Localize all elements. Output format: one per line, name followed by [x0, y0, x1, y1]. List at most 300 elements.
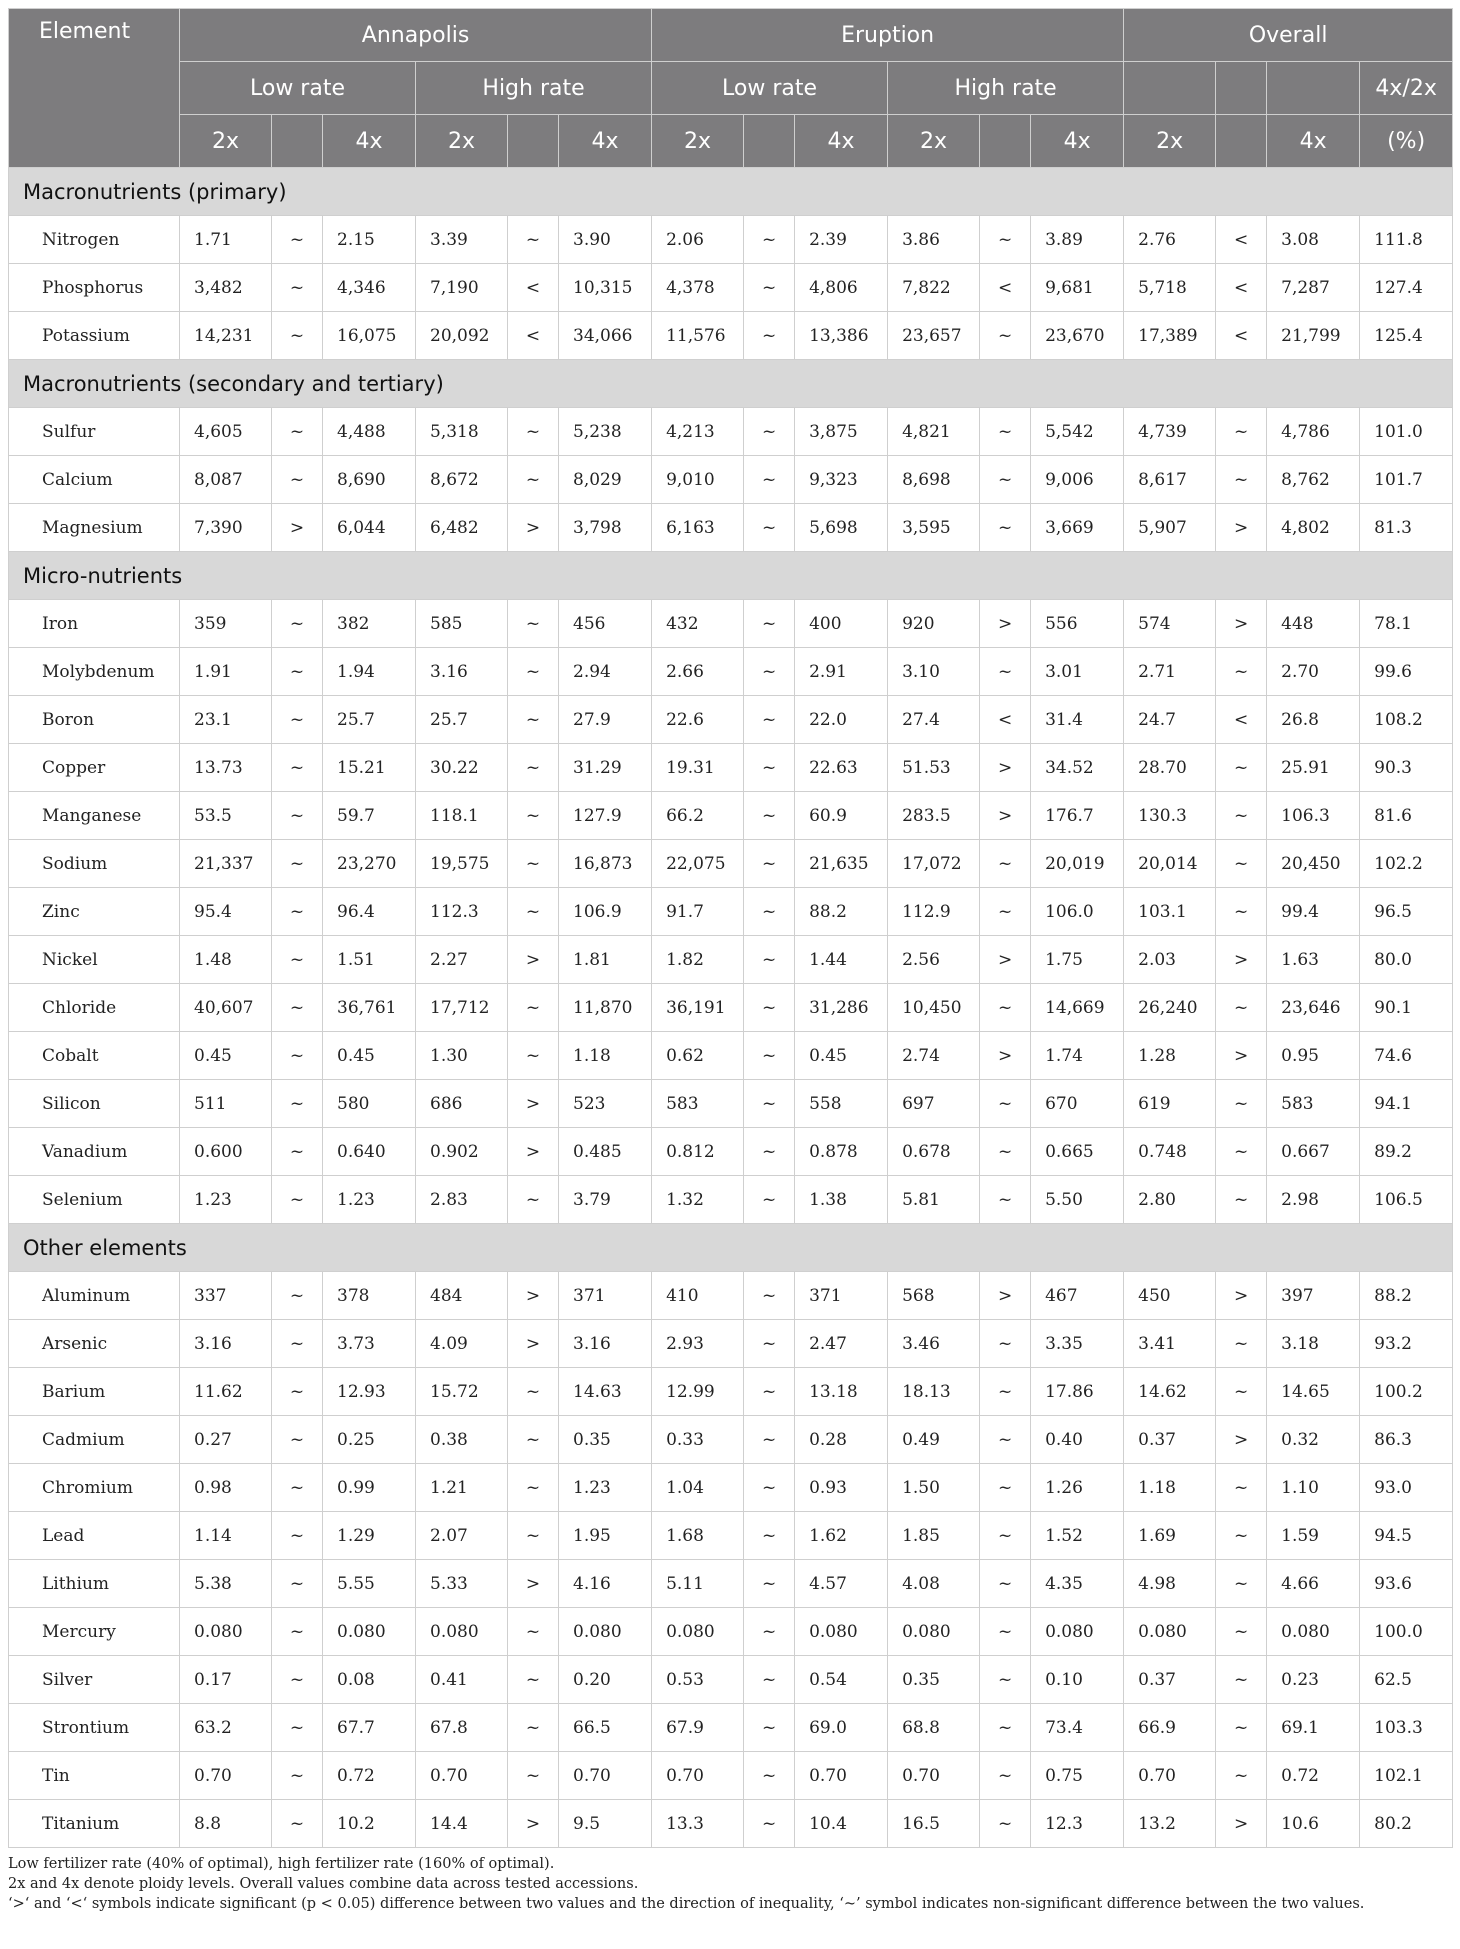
- ratio-cell: 108.2: [1360, 696, 1453, 744]
- value-cell: 580: [323, 1080, 416, 1128]
- value-cell: 0.33: [652, 1416, 744, 1464]
- significance-symbol-cell: ~: [744, 744, 795, 792]
- table-row: [9, 456, 1453, 504]
- significance-symbol-cell: ~: [1216, 744, 1267, 792]
- value-cell: 10.6: [1267, 1800, 1360, 1848]
- value-cell: 619: [1124, 1080, 1216, 1128]
- value-cell: 1.85: [888, 1512, 980, 1560]
- ratio-cell: 93.6: [1360, 1560, 1453, 1608]
- value-cell: 1.14: [180, 1512, 272, 1560]
- table-row: [9, 504, 1453, 552]
- value-cell: 3,669: [1031, 504, 1124, 552]
- value-cell: 0.41: [416, 1656, 508, 1704]
- significance-symbol-cell: ~: [1216, 840, 1267, 888]
- significance-symbol-cell: ~: [1216, 1128, 1267, 1176]
- value-cell: 0.70: [559, 1752, 652, 1800]
- value-cell: 12.3: [1031, 1800, 1124, 1848]
- value-cell: 0.748: [1124, 1128, 1216, 1176]
- significance-symbol-cell: ~: [1216, 1512, 1267, 1560]
- significance-symbol-cell: ~: [1216, 408, 1267, 456]
- value-cell: 1.10: [1267, 1464, 1360, 1512]
- element-name-cell: Silicon: [9, 1080, 180, 1128]
- significance-symbol-cell: <: [1216, 696, 1267, 744]
- value-cell: 337: [180, 1272, 272, 1320]
- value-cell: 15.72: [416, 1368, 508, 1416]
- value-cell: 467: [1031, 1272, 1124, 1320]
- significance-symbol-cell: <: [1216, 264, 1267, 312]
- significance-symbol-cell: ~: [744, 1608, 795, 1656]
- significance-symbol-cell: ~: [508, 456, 559, 504]
- significance-symbol-cell: ~: [744, 1272, 795, 1320]
- significance-symbol-cell: ~: [272, 648, 323, 696]
- value-cell: 13.2: [1124, 1800, 1216, 1848]
- significance-symbol-cell: ~: [744, 1368, 795, 1416]
- ratio-unit-header: (%): [1360, 115, 1453, 168]
- group-header-overall: Overall: [1124, 9, 1453, 62]
- significance-symbol-cell: ~: [980, 456, 1031, 504]
- significance-symbol-cell: ~: [272, 936, 323, 984]
- significance-symbol-cell: ~: [980, 648, 1031, 696]
- significance-symbol-cell: >: [980, 792, 1031, 840]
- value-cell: 484: [416, 1272, 508, 1320]
- value-cell: 3.08: [1267, 216, 1360, 264]
- value-cell: 2.71: [1124, 648, 1216, 696]
- value-cell: 1.95: [559, 1512, 652, 1560]
- value-cell: 0.665: [1031, 1128, 1124, 1176]
- significance-symbol-cell: >: [508, 1272, 559, 1320]
- significance-symbol-cell: >: [508, 1128, 559, 1176]
- value-cell: 18.13: [888, 1368, 980, 1416]
- significance-symbol-cell: ~: [508, 1176, 559, 1224]
- ploidy-header: 4x: [1267, 115, 1360, 168]
- value-cell: 16.5: [888, 1800, 980, 1848]
- element-name-cell: Selenium: [9, 1176, 180, 1224]
- value-cell: 31.29: [559, 744, 652, 792]
- value-cell: 106.0: [1031, 888, 1124, 936]
- value-cell: 400: [795, 600, 888, 648]
- value-cell: 21,635: [795, 840, 888, 888]
- value-cell: 67.8: [416, 1704, 508, 1752]
- significance-symbol-cell: <: [980, 696, 1031, 744]
- significance-symbol-cell: ~: [272, 1656, 323, 1704]
- value-cell: 22.6: [652, 696, 744, 744]
- value-cell: 8,698: [888, 456, 980, 504]
- significance-symbol-cell: ~: [272, 1512, 323, 1560]
- value-cell: 556: [1031, 600, 1124, 648]
- value-cell: 5.38: [180, 1560, 272, 1608]
- ratio-cell: 80.2: [1360, 1800, 1453, 1848]
- element-name-cell: Nickel: [9, 936, 180, 984]
- value-cell: 3.73: [323, 1320, 416, 1368]
- value-cell: 585: [416, 600, 508, 648]
- significance-symbol-cell: ~: [980, 1608, 1031, 1656]
- significance-symbol-cell: ~: [508, 408, 559, 456]
- value-cell: 12.93: [323, 1368, 416, 1416]
- value-cell: 10,315: [559, 264, 652, 312]
- empty-header-cell: [1216, 115, 1267, 168]
- rate-header: High rate: [416, 62, 652, 115]
- value-cell: 4,806: [795, 264, 888, 312]
- significance-symbol-cell: ~: [744, 696, 795, 744]
- value-cell: 9,010: [652, 456, 744, 504]
- value-cell: 22.63: [795, 744, 888, 792]
- empty-header-cell: [1124, 62, 1216, 115]
- significance-symbol-cell: ~: [744, 600, 795, 648]
- value-cell: 0.45: [323, 1032, 416, 1080]
- table-row: [9, 1176, 1453, 1224]
- value-cell: 2.98: [1267, 1176, 1360, 1224]
- value-cell: 8,087: [180, 456, 272, 504]
- value-cell: 4.66: [1267, 1560, 1360, 1608]
- significance-symbol-cell: ~: [744, 936, 795, 984]
- value-cell: 4,213: [652, 408, 744, 456]
- table-row: [9, 792, 1453, 840]
- value-cell: 8,672: [416, 456, 508, 504]
- value-cell: 1.52: [1031, 1512, 1124, 1560]
- value-cell: 34,066: [559, 312, 652, 360]
- value-cell: 4,821: [888, 408, 980, 456]
- value-cell: 10.2: [323, 1800, 416, 1848]
- significance-symbol-cell: ~: [1216, 1656, 1267, 1704]
- significance-symbol-cell: ~: [508, 1464, 559, 1512]
- value-cell: 59.7: [323, 792, 416, 840]
- table-row: [9, 1464, 1453, 1512]
- value-cell: 1.04: [652, 1464, 744, 1512]
- value-cell: 3.16: [180, 1320, 272, 1368]
- significance-symbol-cell: >: [980, 600, 1031, 648]
- value-cell: 21,799: [1267, 312, 1360, 360]
- value-cell: 920: [888, 600, 980, 648]
- ratio-cell: 94.5: [1360, 1512, 1453, 1560]
- value-cell: 25.91: [1267, 744, 1360, 792]
- significance-symbol-cell: ~: [980, 1464, 1031, 1512]
- value-cell: 23,657: [888, 312, 980, 360]
- significance-symbol-cell: ~: [744, 456, 795, 504]
- section-title: Macronutrients (secondary and tertiary): [9, 360, 1453, 408]
- significance-symbol-cell: ~: [272, 1128, 323, 1176]
- value-cell: 1.71: [180, 216, 272, 264]
- value-cell: 30.22: [416, 744, 508, 792]
- table-row: [9, 264, 1453, 312]
- value-cell: 5.55: [323, 1560, 416, 1608]
- ratio-cell: 100.0: [1360, 1608, 1453, 1656]
- element-name-cell: Boron: [9, 696, 180, 744]
- element-name-cell: Titanium: [9, 1800, 180, 1848]
- value-cell: 69.0: [795, 1704, 888, 1752]
- value-cell: 2.94: [559, 648, 652, 696]
- value-cell: 2.39: [795, 216, 888, 264]
- table-row: [9, 696, 1453, 744]
- significance-symbol-cell: ~: [1216, 1464, 1267, 1512]
- significance-symbol-cell: ~: [1216, 1752, 1267, 1800]
- value-cell: 63.2: [180, 1704, 272, 1752]
- value-cell: 127.9: [559, 792, 652, 840]
- value-cell: 670: [1031, 1080, 1124, 1128]
- value-cell: 4,346: [323, 264, 416, 312]
- value-cell: 583: [1267, 1080, 1360, 1128]
- significance-symbol-cell: ~: [1216, 456, 1267, 504]
- value-cell: 13.18: [795, 1368, 888, 1416]
- element-name-cell: Zinc: [9, 888, 180, 936]
- section-header-row: [9, 1224, 1453, 1272]
- ratio-cell: 90.3: [1360, 744, 1453, 792]
- element-name-cell: Magnesium: [9, 504, 180, 552]
- significance-symbol-cell: >: [980, 1272, 1031, 1320]
- significance-symbol-cell: >: [508, 936, 559, 984]
- significance-symbol-cell: ~: [744, 1032, 795, 1080]
- value-cell: 23.1: [180, 696, 272, 744]
- table-row: [9, 216, 1453, 264]
- value-cell: 2.15: [323, 216, 416, 264]
- significance-symbol-cell: ~: [508, 1368, 559, 1416]
- value-cell: 371: [795, 1272, 888, 1320]
- value-cell: 1.63: [1267, 936, 1360, 984]
- ratio-cell: 81.6: [1360, 792, 1453, 840]
- significance-symbol-cell: ~: [744, 792, 795, 840]
- table-container: [8, 8, 1452, 1914]
- value-cell: 3.90: [559, 216, 652, 264]
- value-cell: 31.4: [1031, 696, 1124, 744]
- significance-symbol-cell: ~: [508, 1704, 559, 1752]
- significance-symbol-cell: ~: [744, 1512, 795, 1560]
- significance-symbol-cell: ~: [744, 1128, 795, 1176]
- ratio-cell: 94.1: [1360, 1080, 1453, 1128]
- significance-symbol-cell: >: [508, 1800, 559, 1848]
- table-row: [9, 312, 1453, 360]
- element-name-cell: Arsenic: [9, 1320, 180, 1368]
- significance-symbol-cell: ~: [744, 1752, 795, 1800]
- value-cell: 1.29: [323, 1512, 416, 1560]
- significance-symbol-cell: ~: [508, 1608, 559, 1656]
- value-cell: 0.902: [416, 1128, 508, 1176]
- value-cell: 5.11: [652, 1560, 744, 1608]
- value-cell: 0.23: [1267, 1656, 1360, 1704]
- table-row: [9, 936, 1453, 984]
- significance-symbol-cell: ~: [744, 1704, 795, 1752]
- value-cell: 0.70: [180, 1752, 272, 1800]
- significance-symbol-cell: ~: [980, 1416, 1031, 1464]
- value-cell: 95.4: [180, 888, 272, 936]
- value-cell: 3.16: [559, 1320, 652, 1368]
- value-cell: 432: [652, 600, 744, 648]
- significance-symbol-cell: ~: [980, 408, 1031, 456]
- value-cell: 14,669: [1031, 984, 1124, 1032]
- value-cell: 1.30: [416, 1032, 508, 1080]
- value-cell: 0.080: [180, 1608, 272, 1656]
- significance-symbol-cell: >: [1216, 1272, 1267, 1320]
- value-cell: 26,240: [1124, 984, 1216, 1032]
- value-cell: 1.91: [180, 648, 272, 696]
- value-cell: 3.10: [888, 648, 980, 696]
- value-cell: 1.48: [180, 936, 272, 984]
- table-row: [9, 1128, 1453, 1176]
- significance-symbol-cell: ~: [272, 1464, 323, 1512]
- significance-symbol-cell: ~: [744, 1416, 795, 1464]
- significance-symbol-cell: ~: [508, 840, 559, 888]
- ratio-cell: 101.0: [1360, 408, 1453, 456]
- significance-symbol-cell: ~: [980, 1368, 1031, 1416]
- value-cell: 10,450: [888, 984, 980, 1032]
- group-header-eruption: Eruption: [652, 9, 1124, 62]
- value-cell: 23,270: [323, 840, 416, 888]
- value-cell: 1.23: [559, 1464, 652, 1512]
- table-row: [9, 1416, 1453, 1464]
- significance-symbol-cell: ~: [744, 648, 795, 696]
- value-cell: 697: [888, 1080, 980, 1128]
- value-cell: 2.06: [652, 216, 744, 264]
- significance-symbol-cell: ~: [272, 1368, 323, 1416]
- ploidy-header: 4x: [795, 115, 888, 168]
- value-cell: 0.35: [559, 1416, 652, 1464]
- value-cell: 4.08: [888, 1560, 980, 1608]
- element-name-cell: Calcium: [9, 456, 180, 504]
- value-cell: 686: [416, 1080, 508, 1128]
- significance-symbol-cell: ~: [980, 1176, 1031, 1224]
- value-cell: 14,231: [180, 312, 272, 360]
- element-name-cell: Chloride: [9, 984, 180, 1032]
- ploidy-header: 4x: [323, 115, 416, 168]
- value-cell: 0.95: [1267, 1032, 1360, 1080]
- ploidy-header: 2x: [888, 115, 980, 168]
- value-cell: 558: [795, 1080, 888, 1128]
- significance-symbol-cell: <: [1216, 216, 1267, 264]
- value-cell: 0.080: [888, 1608, 980, 1656]
- significance-symbol-cell: >: [1216, 1032, 1267, 1080]
- element-name-cell: Copper: [9, 744, 180, 792]
- significance-symbol-cell: ~: [1216, 792, 1267, 840]
- value-cell: 4,378: [652, 264, 744, 312]
- significance-symbol-cell: >: [508, 1320, 559, 1368]
- value-cell: 2.70: [1267, 648, 1360, 696]
- ratio-cell: 93.0: [1360, 1464, 1453, 1512]
- value-cell: 0.72: [323, 1752, 416, 1800]
- value-cell: 2.74: [888, 1032, 980, 1080]
- significance-symbol-cell: ~: [980, 1704, 1031, 1752]
- value-cell: 2.66: [652, 648, 744, 696]
- value-cell: 5,238: [559, 408, 652, 456]
- value-cell: 7,190: [416, 264, 508, 312]
- value-cell: 112.3: [416, 888, 508, 936]
- significance-symbol-cell: ~: [508, 600, 559, 648]
- value-cell: 20,092: [416, 312, 508, 360]
- value-cell: 0.99: [323, 1464, 416, 1512]
- significance-symbol-cell: <: [1216, 312, 1267, 360]
- empty-header-cell: [1216, 62, 1267, 115]
- significance-symbol-cell: ~: [272, 1176, 323, 1224]
- value-cell: 96.4: [323, 888, 416, 936]
- value-cell: 21,337: [180, 840, 272, 888]
- value-cell: 0.080: [795, 1608, 888, 1656]
- value-cell: 40,607: [180, 984, 272, 1032]
- value-cell: 22.0: [795, 696, 888, 744]
- significance-symbol-cell: >: [980, 1032, 1031, 1080]
- significance-symbol-cell: >: [1216, 600, 1267, 648]
- significance-symbol-cell: ~: [744, 840, 795, 888]
- significance-symbol-cell: ~: [272, 1080, 323, 1128]
- value-cell: 2.93: [652, 1320, 744, 1368]
- value-cell: 1.62: [795, 1512, 888, 1560]
- table-row: [9, 1272, 1453, 1320]
- value-cell: 9,006: [1031, 456, 1124, 504]
- value-cell: 0.08: [323, 1656, 416, 1704]
- table-row: [9, 1080, 1453, 1128]
- value-cell: 0.678: [888, 1128, 980, 1176]
- significance-symbol-cell: ~: [508, 744, 559, 792]
- value-cell: 13.73: [180, 744, 272, 792]
- value-cell: 359: [180, 600, 272, 648]
- value-cell: 3,798: [559, 504, 652, 552]
- value-cell: 8,690: [323, 456, 416, 504]
- element-name-cell: Lead: [9, 1512, 180, 1560]
- value-cell: 1.18: [1124, 1464, 1216, 1512]
- value-cell: 19.31: [652, 744, 744, 792]
- value-cell: 4,488: [323, 408, 416, 456]
- ratio-cell: 80.0: [1360, 936, 1453, 984]
- value-cell: 3,875: [795, 408, 888, 456]
- value-cell: 17.86: [1031, 1368, 1124, 1416]
- significance-symbol-cell: ~: [1216, 1608, 1267, 1656]
- table-row: [9, 840, 1453, 888]
- value-cell: 28.70: [1124, 744, 1216, 792]
- section-title: Macronutrients (primary): [9, 168, 1453, 216]
- value-cell: 20,019: [1031, 840, 1124, 888]
- value-cell: 3.18: [1267, 1320, 1360, 1368]
- significance-symbol-cell: ~: [744, 312, 795, 360]
- section-title: Other elements: [9, 1224, 1453, 1272]
- significance-symbol-cell: ~: [1216, 984, 1267, 1032]
- significance-symbol-cell: ~: [980, 1656, 1031, 1704]
- value-cell: 283.5: [888, 792, 980, 840]
- element-name-cell: Potassium: [9, 312, 180, 360]
- value-cell: 67.7: [323, 1704, 416, 1752]
- value-cell: 0.10: [1031, 1656, 1124, 1704]
- rate-header: High rate: [888, 62, 1124, 115]
- value-cell: 66.2: [652, 792, 744, 840]
- significance-symbol-cell: ~: [272, 1272, 323, 1320]
- value-cell: 20,014: [1124, 840, 1216, 888]
- value-cell: 10.4: [795, 1800, 888, 1848]
- value-cell: 3.41: [1124, 1320, 1216, 1368]
- significance-symbol-cell: ~: [272, 264, 323, 312]
- value-cell: 0.878: [795, 1128, 888, 1176]
- value-cell: 0.080: [1267, 1608, 1360, 1656]
- value-cell: 130.3: [1124, 792, 1216, 840]
- empty-header-cell: [744, 115, 795, 168]
- significance-symbol-cell: ~: [1216, 1704, 1267, 1752]
- value-cell: 27.4: [888, 696, 980, 744]
- value-cell: 3.39: [416, 216, 508, 264]
- value-cell: 0.640: [323, 1128, 416, 1176]
- value-cell: 8,762: [1267, 456, 1360, 504]
- value-cell: 583: [652, 1080, 744, 1128]
- value-cell: 1.21: [416, 1464, 508, 1512]
- value-cell: 1.38: [795, 1176, 888, 1224]
- significance-symbol-cell: ~: [744, 888, 795, 936]
- significance-symbol-cell: ~: [744, 1320, 795, 1368]
- value-cell: 568: [888, 1272, 980, 1320]
- significance-symbol-cell: ~: [1216, 1560, 1267, 1608]
- table-header: [9, 9, 1453, 168]
- significance-symbol-cell: ~: [744, 1464, 795, 1512]
- value-cell: 17,389: [1124, 312, 1216, 360]
- value-cell: 103.1: [1124, 888, 1216, 936]
- table-row: [9, 888, 1453, 936]
- significance-symbol-cell: ~: [272, 792, 323, 840]
- table-row: [9, 1032, 1453, 1080]
- value-cell: 0.49: [888, 1416, 980, 1464]
- value-cell: 3.89: [1031, 216, 1124, 264]
- table-row: [9, 1368, 1453, 1416]
